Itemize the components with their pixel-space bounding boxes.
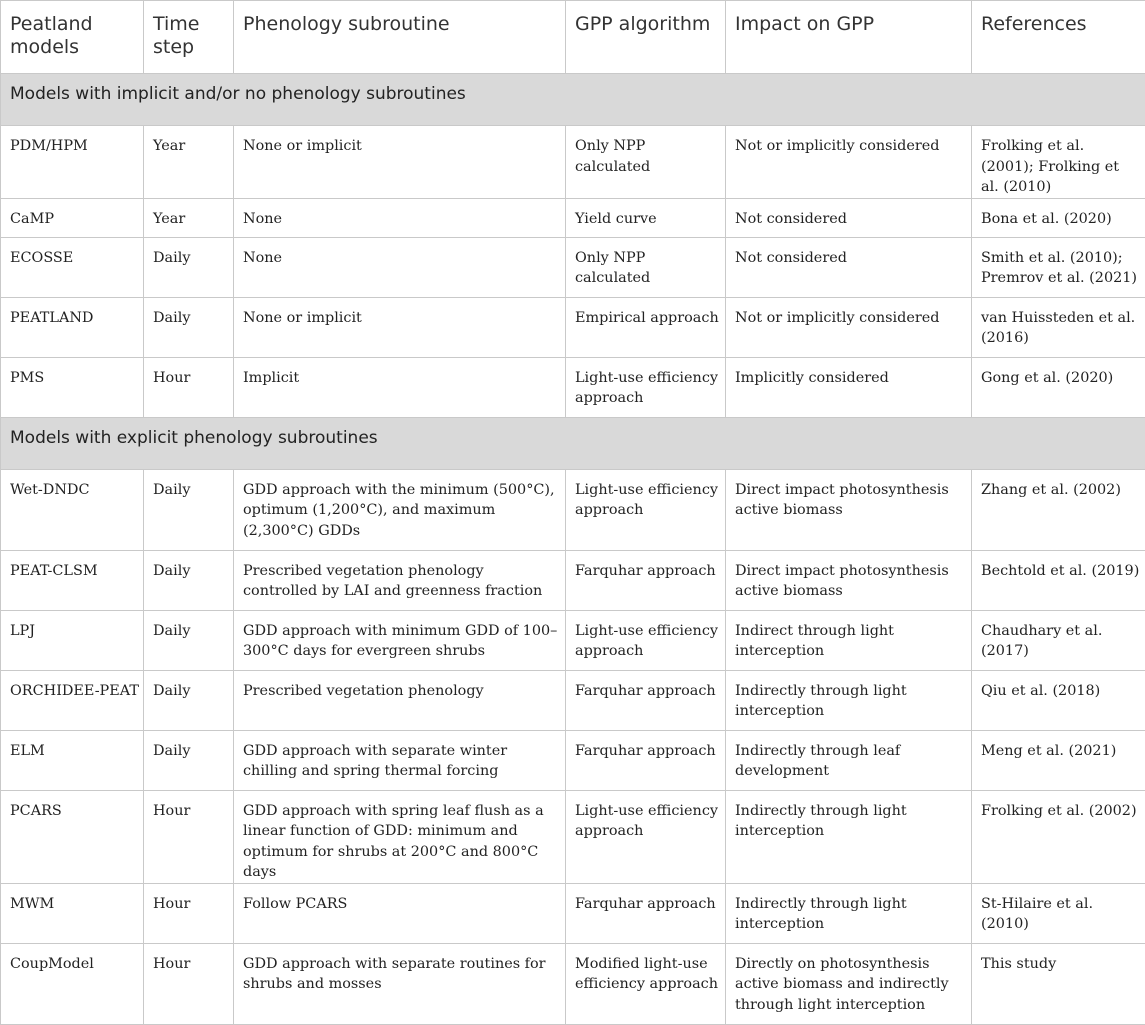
cell-references: Chaudhary et al. (2017) (972, 610, 1145, 670)
cell-references: Qiu et al. (2018) (972, 670, 1145, 730)
cell-model: PDM/HPM (1, 126, 144, 199)
table-row (1, 943, 1145, 1024)
cell-impact: Directly on photosynthesis active biomass and indirectly through light interception (726, 943, 972, 1024)
cell-gpp: Only NPP calculated (566, 126, 726, 199)
cell-references: St-Hilaire et al. (2010) (972, 883, 1145, 943)
cell-gpp: Farquhar approach (566, 883, 726, 943)
cell-phenology: Implicit (234, 357, 566, 417)
cell-model: ELM (1, 730, 144, 790)
cell-time-step: Hour (144, 790, 234, 883)
table-row (1, 550, 1145, 610)
cell-time-step: Hour (144, 883, 234, 943)
cell-references: Zhang et al. (2002) (972, 469, 1145, 550)
cell-time-step: Daily (144, 730, 234, 790)
cell-phenology: GDD approach with separate winter chilling and spring thermal forcing (234, 730, 566, 790)
cell-phenology: None (234, 198, 566, 237)
cell-impact: Direct impact photosynthesis active biomass (726, 469, 972, 550)
cell-gpp: Farquhar approach (566, 670, 726, 730)
cell-model: PMS (1, 357, 144, 417)
cell-impact: Not considered (726, 237, 972, 297)
cell-phenology: Prescribed vegetation phenology controlled by LAI and greenness fraction (234, 550, 566, 610)
cell-impact: Indirectly through light interception (726, 670, 972, 730)
table-row (1, 237, 1145, 297)
table-row (1, 469, 1145, 550)
cell-phenology: None or implicit (234, 126, 566, 199)
cell-gpp: Farquhar approach (566, 550, 726, 610)
cell-time-step: Year (144, 198, 234, 237)
cell-phenology: Follow PCARS (234, 883, 566, 943)
cell-phenology: GDD approach with minimum GDD of 100–300°C days for evergreen shrubs (234, 610, 566, 670)
cell-time-step: Hour (144, 943, 234, 1024)
table-row (1, 670, 1145, 730)
cell-model: ORCHIDEE-PEAT (1, 670, 144, 730)
cell-references: Smith et al. (2010); Premrov et al. (2021) (972, 237, 1145, 297)
cell-time-step: Daily (144, 610, 234, 670)
cell-impact: Indirectly through light interception (726, 883, 972, 943)
cell-gpp: Yield curve (566, 198, 726, 237)
cell-model: CoupModel (1, 943, 144, 1024)
cell-time-step: Daily (144, 550, 234, 610)
header-time-step: Time step (144, 1, 234, 74)
cell-phenology: GDD approach with spring leaf flush as a linear function of GDD: minimum and optimum for shrubs at 200°C and 800°C days (234, 790, 566, 883)
header-impact-on-gpp: Impact on GPP (726, 1, 972, 74)
cell-gpp: Only NPP calculated (566, 237, 726, 297)
cell-model: PCARS (1, 790, 144, 883)
cell-references: Frolking et al. (2002) (972, 790, 1145, 883)
cell-model: MWM (1, 883, 144, 943)
cell-time-step: Hour (144, 357, 234, 417)
cell-gpp: Light-use efficiency approach (566, 610, 726, 670)
cell-time-step: Daily (144, 469, 234, 550)
cell-impact: Indirectly through light interception (726, 790, 972, 883)
cell-phenology: Prescribed vegetation phenology (234, 670, 566, 730)
cell-gpp: Light-use efficiency approach (566, 357, 726, 417)
cell-time-step: Daily (144, 670, 234, 730)
cell-phenology: None or implicit (234, 297, 566, 357)
cell-model: PEAT-CLSM (1, 550, 144, 610)
section-title-explicit: Models with explicit phenology subroutines (1, 417, 1145, 469)
cell-model: ECOSSE (1, 237, 144, 297)
cell-phenology: GDD approach with separate routines for shrubs and mosses (234, 943, 566, 1024)
cell-phenology: GDD approach with the minimum (500°C), optimum (1,200°C), and maximum (2,300°C) GDDs (234, 469, 566, 550)
cell-time-step: Year (144, 126, 234, 199)
cell-model: PEATLAND (1, 297, 144, 357)
table-row (1, 790, 1145, 883)
cell-references: Frolking et al. (2001); Frolking et al. (2010) (972, 126, 1145, 199)
cell-phenology: None (234, 237, 566, 297)
table-row (1, 297, 1145, 357)
cell-references: van Huissteden et al. (2016) (972, 297, 1145, 357)
cell-time-step: Daily (144, 237, 234, 297)
header-references: References (972, 1, 1145, 74)
cell-model: CaMP (1, 198, 144, 237)
cell-gpp: Light-use efficiency approach (566, 790, 726, 883)
cell-impact: Indirect through light interception (726, 610, 972, 670)
cell-references: Bona et al. (2020) (972, 198, 1145, 237)
section-row-explicit (1, 417, 1145, 469)
cell-gpp: Farquhar approach (566, 730, 726, 790)
cell-model: Wet-DNDC (1, 469, 144, 550)
cell-impact: Indirectly through leaf development (726, 730, 972, 790)
cell-time-step: Daily (144, 297, 234, 357)
table-row (1, 610, 1145, 670)
section-row-implicit (1, 74, 1145, 126)
cell-references: This study (972, 943, 1145, 1024)
cell-impact: Direct impact photosynthesis active biomass (726, 550, 972, 610)
header-peatland-models: Peatland models (1, 1, 144, 74)
table-row (1, 357, 1145, 417)
cell-gpp: Modified light-use efficiency approach (566, 943, 726, 1024)
cell-references: Meng et al. (2021) (972, 730, 1145, 790)
header-gpp-algorithm: GPP algorithm (566, 1, 726, 74)
section-title-implicit: Models with implicit and/or no phenology subroutines (1, 74, 1145, 126)
cell-references: Gong et al. (2020) (972, 357, 1145, 417)
table-row (1, 883, 1145, 943)
cell-model: LPJ (1, 610, 144, 670)
header-phenology-subroutine: Phenology subroutine (234, 1, 566, 74)
cell-impact: Not or implicitly considered (726, 126, 972, 199)
table-row (1, 198, 1145, 237)
table-row (1, 126, 1145, 199)
table-header-row (1, 1, 1145, 74)
table-row (1, 730, 1145, 790)
cell-gpp: Light-use efficiency approach (566, 469, 726, 550)
cell-gpp: Empirical approach (566, 297, 726, 357)
cell-references: Bechtold et al. (2019) (972, 550, 1145, 610)
cell-impact: Implicitly considered (726, 357, 972, 417)
cell-impact: Not considered (726, 198, 972, 237)
cell-impact: Not or implicitly considered (726, 297, 972, 357)
